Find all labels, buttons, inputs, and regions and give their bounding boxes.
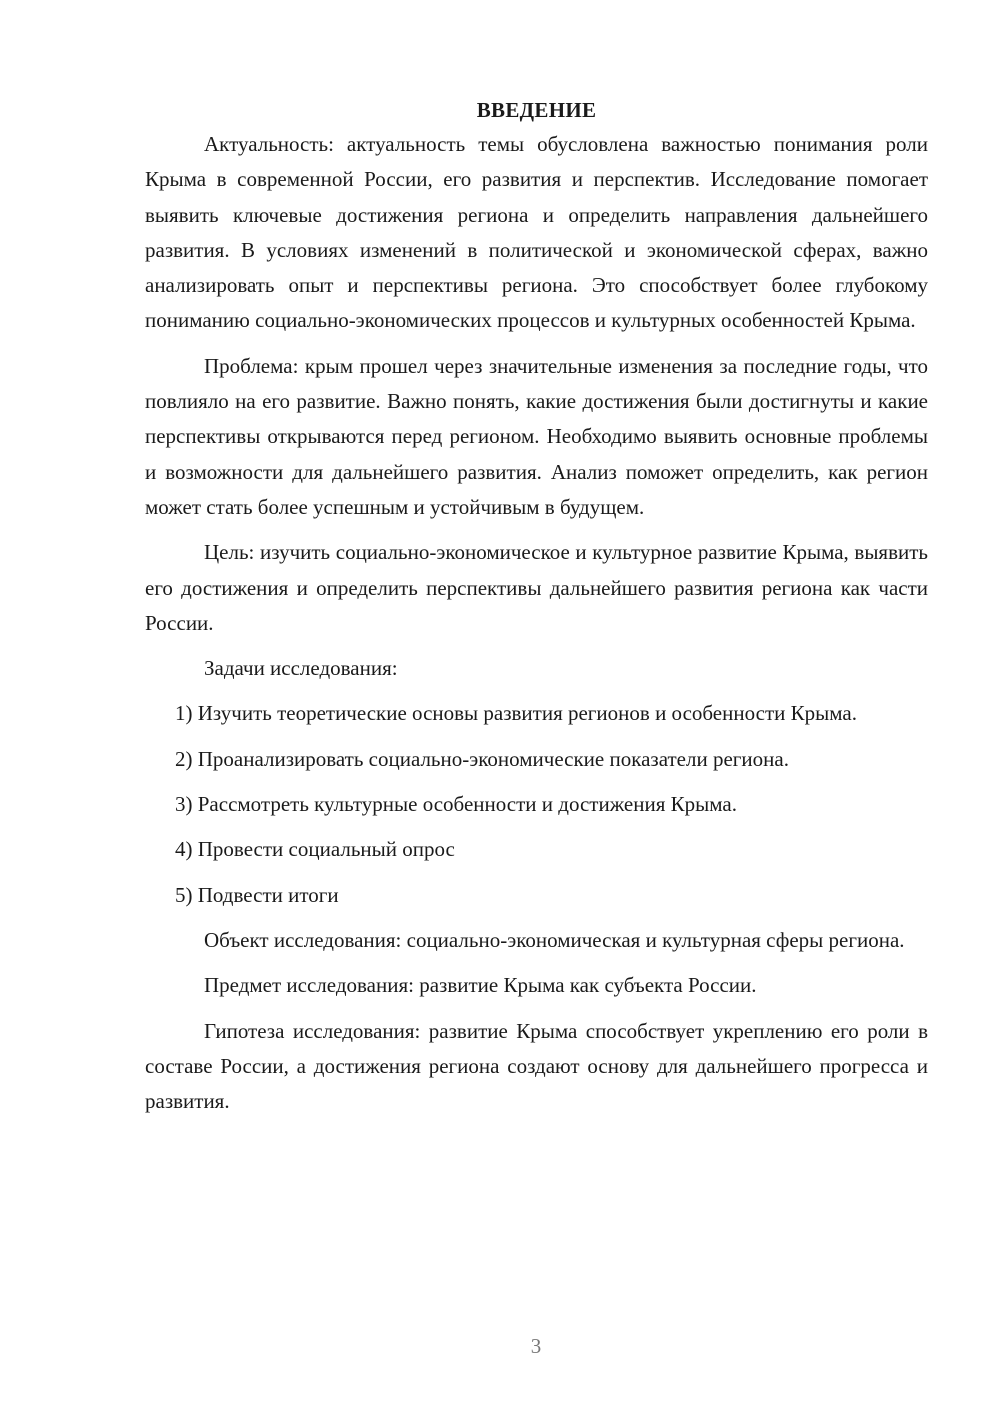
task-item-4: 4) Провести социальный опрос <box>175 837 455 862</box>
tasks-heading: Задачи исследования: <box>204 656 398 681</box>
document-title: ВВЕДЕНИЕ <box>476 98 597 122</box>
paragraph-object: Объект исследования: социально-экономическая и культурная сферы региона. <box>204 927 905 952</box>
paragraph-subject: Предмет исследования: развитие Крыма как субъекта России. <box>204 973 757 998</box>
paragraph-hypothesis: Гипотеза исследования: развитие Крыма способствует укреплению его роли в составе России, а достижения региона создают основу для дальнейшего прогресса и развития. <box>145 1018 928 1114</box>
page-number: 3 <box>530 1334 542 1358</box>
task-item-1: 1) Изучить теоретические основы развития регионов и особенности Крыма. <box>175 701 857 726</box>
task-item-3: 3) Рассмотреть культурные особенности и достижения Крыма. <box>175 792 737 817</box>
task-item-5: 5) Подвести итоги <box>175 882 339 907</box>
task-item-2: 2) Проанализировать социально-экономические показатели региона. <box>175 746 789 771</box>
paragraph-relevance: Актуальность: актуальность темы обусловлена важностью понимания роли Крыма в современной России, его развития и перспектив. Исследование помогает выявить ключевые достижения региона и определить направления дальнейшего развития. В условиях изменений в политической и экономической сферах, важно анализировать опыт и перспективы региона. Это способствует более глубокому пониманию социально-экономических процессов и культурных особенностей Крыма. <box>145 132 928 333</box>
paragraph-problem: Проблема: крым прошел через значительные изменения за последние годы, что повлияло на его развитие. Важно понять, какие достижения были достигнуты и какие перспективы открываются перед регионом. Необходимо выявить основные проблемы и возможности для дальнейшего развития. Анализ поможет определить, как регион может стать более успешным и устойчивым в будущем. <box>145 353 928 519</box>
document-page <box>145 95 928 1129</box>
paragraph-goal: Цель: изучить социально-экономическое и культурное развитие Крыма, выявить его достижения и определить перспективы дальнейшего развития региона как части России. <box>145 540 928 635</box>
